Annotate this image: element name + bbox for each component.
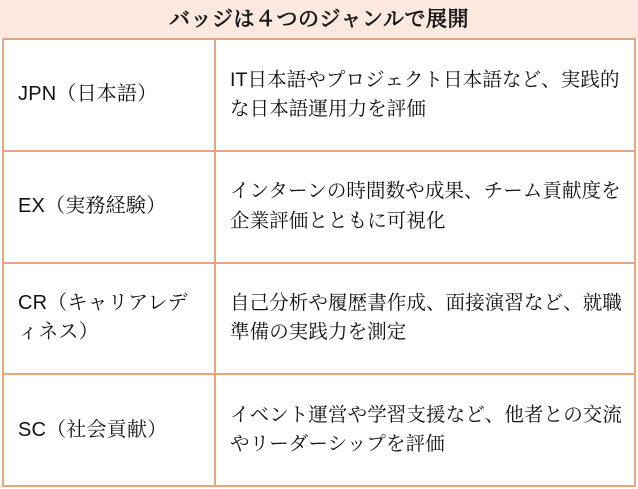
table-row: [4, 264, 634, 376]
genre-description-cell: [216, 375, 634, 485]
genre-code-cell: [4, 40, 216, 150]
genre-code-label: SC（社会貢献）: [18, 418, 168, 441]
genre-description-text: インターンの時間数や成果、チーム貢献度を企業評価とともに可視化: [230, 180, 621, 232]
genre-description-cell: [216, 152, 634, 262]
genre-description-text: 自己分析や履歴書作成、面接演習など、就職準備の実践力を測定: [230, 292, 623, 344]
table-row: [4, 40, 634, 152]
genre-code-label: EX（実務経験）: [18, 195, 167, 218]
genre-description-cell: [216, 264, 634, 374]
genre-code-label: CR（キャリアレディネス）: [18, 292, 188, 344]
genre-code-label: JPN（日本語）: [18, 83, 158, 106]
genre-description-cell: [216, 40, 634, 150]
table-row: [4, 375, 634, 485]
table-row: [4, 152, 634, 264]
page-title: バッジは４つのジャンルで展開: [168, 7, 470, 31]
genre-description-text: IT日本語やプロジェクト日本語など、実践的な日本語運用力を評価: [230, 68, 620, 120]
badge-genres-table: [2, 38, 636, 487]
genre-code-cell: [4, 375, 216, 485]
genre-code-cell: [4, 152, 216, 262]
genre-description-text: イベント運営や学習支援など、他者との交流やリーダーシップを評価: [230, 403, 623, 456]
genre-code-cell: [4, 264, 216, 374]
table-title-bar: [0, 0, 638, 38]
